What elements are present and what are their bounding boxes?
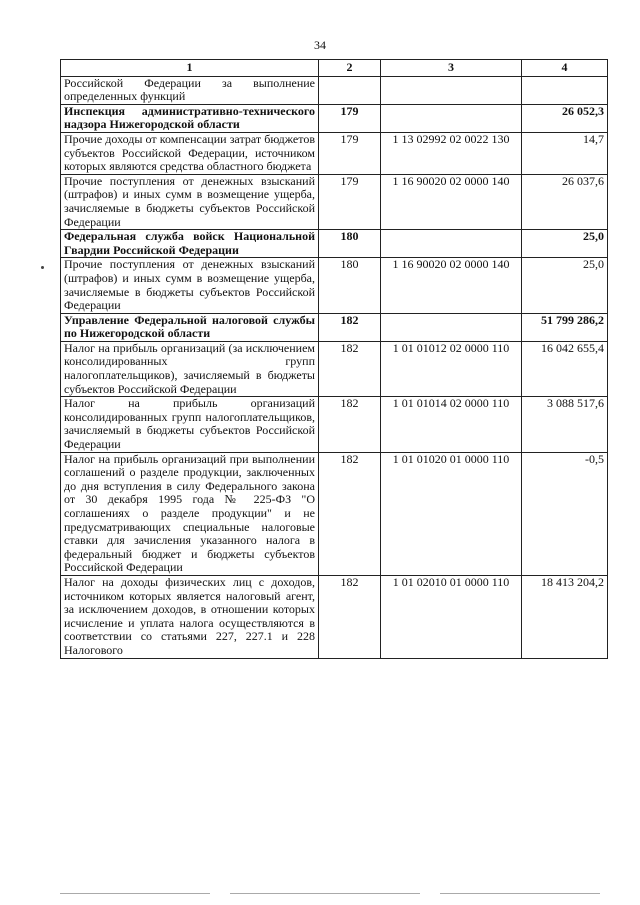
table-row — [61, 258, 608, 313]
budget-classification-code — [381, 104, 522, 132]
admin-code: 179 — [319, 132, 381, 174]
amount: 3 088 517,6 — [522, 397, 608, 452]
scan-footer-line — [230, 893, 420, 894]
table-row — [61, 132, 608, 174]
admin-code: 182 — [319, 452, 381, 575]
budget-classification-code: 1 01 01014 02 0000 110 — [381, 397, 522, 452]
budget-classification-code — [381, 76, 522, 104]
budget-classification-code: 1 01 01012 02 0000 110 — [381, 341, 522, 396]
budget-classification-code: 1 16 90020 02 0000 140 — [381, 174, 522, 229]
table-row — [61, 230, 608, 258]
table-row — [61, 397, 608, 452]
revenue-name: Российской Федерации за выполнение определенных функций — [61, 76, 319, 104]
budget-classification-code: 1 16 90020 02 0000 140 — [381, 258, 522, 313]
revenue-name: Налог на прибыль организаций (за исключением консолидированных групп налогоплательщиков), зачисляемый в бюджеты субъектов Российской Федерации — [61, 341, 319, 396]
admin-code: 182 — [319, 397, 381, 452]
admin-code: 180 — [319, 258, 381, 313]
revenue-name: Налог на прибыль организаций при выполнении соглашений о разделе продукции, заключенных до дня вступления в силу Федерального закона от 30 декабря 1995 года № 225-ФЗ "О соглашениях о разделе продукции" и не предусматривающих специальные налоговые ставки для зачисления указанного налога в федеральный бюджет и бюджеты субъектов Российской Федерации — [61, 452, 319, 575]
budget-revenue-table — [60, 59, 608, 659]
budget-classification-code — [381, 313, 522, 341]
admin-code: 182 — [319, 313, 381, 341]
table-row — [61, 575, 608, 658]
scan-footer-line — [60, 893, 210, 894]
revenue-name: Прочие поступления от денежных взысканий (штрафов) и иных сумм в возмещение ущерба, зачисляемые в бюджеты субъектов Российской Федерации — [61, 258, 319, 313]
amount: 26 037,6 — [522, 174, 608, 229]
amount: 26 052,3 — [522, 104, 608, 132]
table-header-row — [61, 60, 608, 77]
admin-code — [319, 76, 381, 104]
amount — [522, 76, 608, 104]
amount: -0,5 — [522, 452, 608, 575]
admin-code: 182 — [319, 341, 381, 396]
table-row — [61, 104, 608, 132]
header-col-2: 2 — [319, 60, 381, 77]
header-col-1: 1 — [61, 60, 319, 77]
budget-classification-code — [381, 230, 522, 258]
amount: 14,7 — [522, 132, 608, 174]
revenue-name: Управление Федеральной налоговой службы по Нижегородской области — [61, 313, 319, 341]
revenue-name: Прочие поступления от денежных взысканий (штрафов) и иных сумм в возмещение ущерба, зачисляемые в бюджеты субъектов Российской Федерации — [61, 174, 319, 229]
admin-code: 182 — [319, 575, 381, 658]
revenue-name: Налог на прибыль организаций консолидированных групп налогоплательщиков, зачисляемый в бюджеты субъектов Российской Федерации — [61, 397, 319, 452]
table-row — [61, 452, 608, 575]
amount: 51 799 286,2 — [522, 313, 608, 341]
budget-classification-code: 1 01 02010 01 0000 110 — [381, 575, 522, 658]
revenue-name: Прочие доходы от компенсации затрат бюджетов субъектов Российской Федерации, источником которых являются средства областного бюджета — [61, 132, 319, 174]
admin-code: 179 — [319, 174, 381, 229]
revenue-name: Инспекция административно-технического надзора Нижегородской области — [61, 104, 319, 132]
table-row — [61, 174, 608, 229]
amount: 25,0 — [522, 230, 608, 258]
scan-artifact-dot — [41, 266, 44, 269]
amount: 16 042 655,4 — [522, 341, 608, 396]
table-row — [61, 313, 608, 341]
amount: 25,0 — [522, 258, 608, 313]
amount: 18 413 204,2 — [522, 575, 608, 658]
budget-classification-code: 1 01 01020 01 0000 110 — [381, 452, 522, 575]
table-row — [61, 76, 608, 104]
admin-code: 179 — [319, 104, 381, 132]
revenue-name: Федеральная служба войск Национальной Гвардии Российской Федерации — [61, 230, 319, 258]
admin-code: 180 — [319, 230, 381, 258]
revenue-name: Налог на доходы физических лиц с доходов, источником которых является налоговый агент, за исключением доходов, в отношении которых исчисление и уплата налога осуществляются в соответствии со статьями 227, 227.1 и 228 Налогового — [61, 575, 319, 658]
header-col-3: 3 — [381, 60, 522, 77]
table-row — [61, 341, 608, 396]
budget-classification-code: 1 13 02992 02 0022 130 — [381, 132, 522, 174]
scan-footer-line — [440, 893, 600, 894]
page-number: 34 — [314, 38, 326, 52]
header-col-4: 4 — [522, 60, 608, 77]
